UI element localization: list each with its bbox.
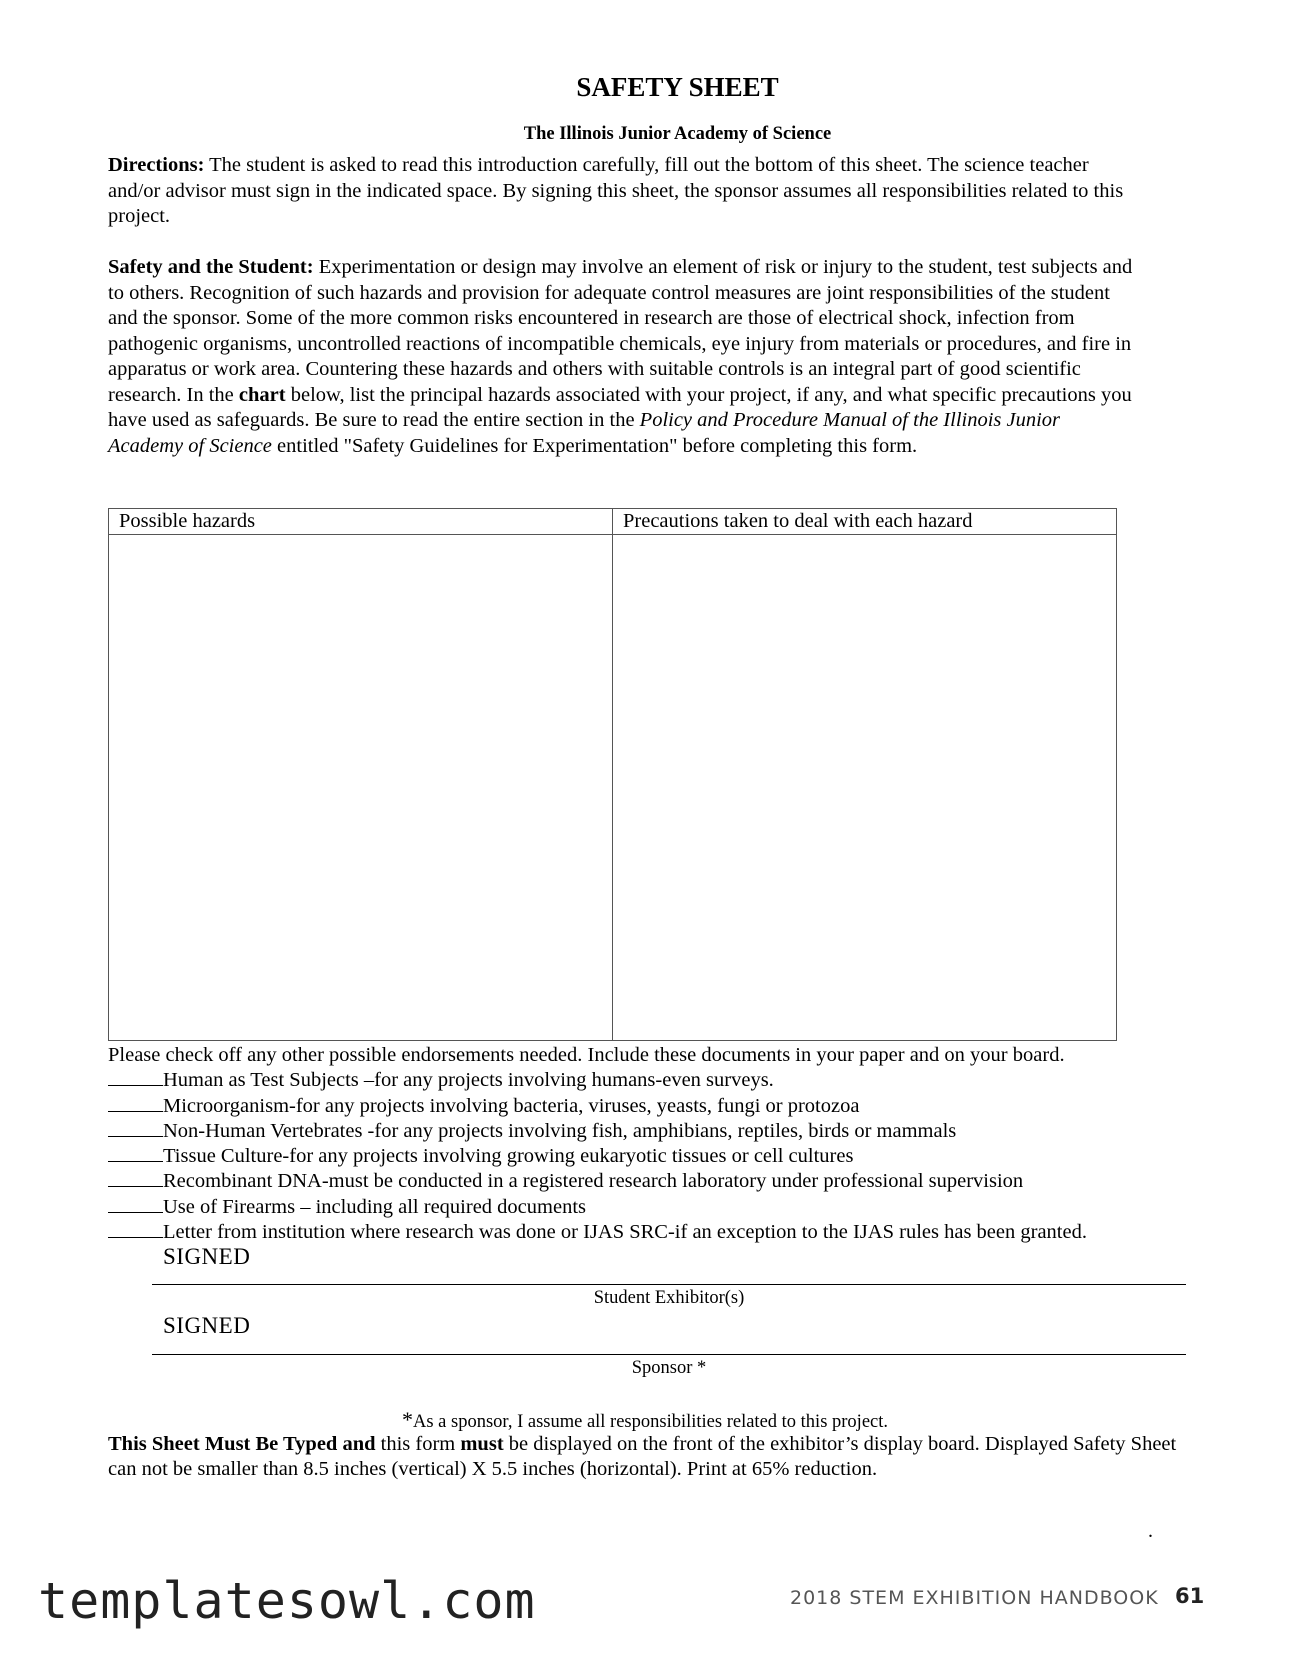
directions-text: The student is asked to read this introduction carefully, fill out the bottom of this sheet. The science teacher and/or advisor must sign in the indicated space. By signing this sheet, the sponsor assumes all responsibilities related to this project. bbox=[108, 154, 1124, 227]
page-title: SAFETY SHEET bbox=[576, 72, 779, 102]
sponsor-label: Sponsor * bbox=[631, 1358, 707, 1378]
note-text-1: this form bbox=[375, 1433, 461, 1455]
endorsements-section bbox=[108, 1043, 1228, 1245]
checkoff-blank[interactable] bbox=[108, 1095, 163, 1112]
page-number: 61 bbox=[1175, 1584, 1205, 1608]
safety-text-3: entitled "Safety Guidelines for Experimentation" before completing this form. bbox=[271, 434, 918, 457]
endorsement-item bbox=[108, 1094, 1228, 1119]
signed-label-sponsor: SIGNED bbox=[163, 1313, 251, 1338]
safety-text-1: Experimentation or design may involve an element of risk or injury to the student, test subjects and to others. Recognition of such hazards and provision for adequate control measures are joint responsibilities of the student and the sponsor. Some of the more common risks encountered in research are those of electrical shock, infection from pathogenic organisms, uncontrolled reactions of incompatible chemicals, eye injury from materials or procedures, and fire in apparatus or work area. Countering these hazards and others with suitable controls is an integral part of good scientific research. In the bbox=[108, 256, 1133, 406]
chart-word: chart bbox=[238, 383, 286, 406]
endorsement-label: Letter from institution where research was done or IJAS SRC-if an exception to the IJAS rules has been granted. bbox=[163, 1221, 1087, 1244]
checkoff-blank[interactable] bbox=[108, 1221, 163, 1238]
endorsement-label: Recombinant DNA-must be conducted in a registered research laboratory under professional supervision bbox=[163, 1170, 1024, 1193]
typed-requirement: This Sheet Must Be Typed and bbox=[108, 1433, 376, 1455]
endorsement-item bbox=[108, 1220, 1228, 1245]
checkoff-blank[interactable] bbox=[108, 1196, 163, 1213]
checkoff-blank[interactable] bbox=[108, 1145, 163, 1162]
endorsement-label: Non-Human Vertebrates -for any projects involving fish, amphibians, reptiles, birds or mammals bbox=[163, 1119, 957, 1142]
directions-paragraph bbox=[108, 153, 1138, 230]
assumption-star: * bbox=[401, 1407, 413, 1432]
sponsor-signature-line[interactable] bbox=[152, 1354, 1186, 1355]
hazards-column-header: Possible hazards bbox=[109, 509, 613, 535]
endorsement-item bbox=[108, 1195, 1228, 1220]
hazards-table bbox=[108, 508, 1117, 1041]
endorsement-item bbox=[108, 1169, 1228, 1194]
signed-label-student: SIGNED bbox=[163, 1244, 251, 1269]
student-signature-line[interactable] bbox=[152, 1284, 1186, 1285]
endorsement-label: Tissue Culture-for any projects involving growing eukaryotic tissues or cell cultures bbox=[163, 1145, 854, 1168]
checkoff-blank[interactable] bbox=[108, 1069, 163, 1086]
assumption-text: As a sponsor, I assume all responsibilities related to this project. bbox=[412, 1412, 889, 1432]
safety-paragraph bbox=[108, 255, 1138, 459]
endorsement-label: Microorganism-for any projects involving bacteria, viruses, yeasts, fungi or protozoa bbox=[163, 1094, 860, 1117]
checkoff-blank[interactable] bbox=[108, 1170, 163, 1187]
endorsements-intro: Please check off any other possible endorsements needed. Include these documents in your paper and on your board. bbox=[108, 1044, 1065, 1066]
display-requirements-note bbox=[108, 1432, 1178, 1482]
watermark-brand: templatesowl.com bbox=[38, 1572, 536, 1630]
page-subtitle: The Illinois Junior Academy of Science bbox=[523, 124, 832, 144]
endorsement-label: Human as Test Subjects –for any projects involving humans-even surveys. bbox=[163, 1069, 774, 1092]
stray-dot: . bbox=[1148, 1520, 1153, 1542]
precautions-column-header: Precautions taken to deal with each hazard bbox=[613, 509, 1117, 535]
precautions-input-cell[interactable] bbox=[613, 535, 1117, 1041]
endorsement-label: Use of Firearms – including all required documents bbox=[163, 1195, 586, 1218]
endorsement-item bbox=[108, 1119, 1228, 1144]
directions-label: Directions: bbox=[108, 154, 205, 176]
endorsement-item bbox=[108, 1144, 1228, 1169]
handbook-title: 2018 STEM EXHIBITION HANDBOOK bbox=[790, 1587, 1159, 1609]
manual-title: Policy and Procedure Manual of the Illinois Junior Academy of Science bbox=[108, 409, 1061, 457]
endorsement-item bbox=[108, 1068, 1228, 1093]
safety-text-2: below, list the principal hazards associated with your project, if any, and what specific precautions you have used as safeguards. Be sure to read the entire section in the bbox=[108, 383, 1132, 431]
student-exhibitor-label: Student Exhibitor(s) bbox=[593, 1288, 745, 1308]
hazards-input-cell[interactable] bbox=[109, 535, 613, 1041]
sponsor-assumption-note bbox=[0, 1407, 1290, 1433]
note-text-2: be displayed on the front of the exhibitor’s display board. Displayed Safety Sheet can not be smaller than 8.5 inches (vertical) X 5.5 inches (horizontal). Print at 65% reduction. bbox=[108, 1433, 1177, 1480]
must-word: must bbox=[460, 1433, 504, 1455]
safety-label: Safety and the Student: bbox=[108, 256, 314, 278]
checkoff-blank[interactable] bbox=[108, 1120, 163, 1137]
